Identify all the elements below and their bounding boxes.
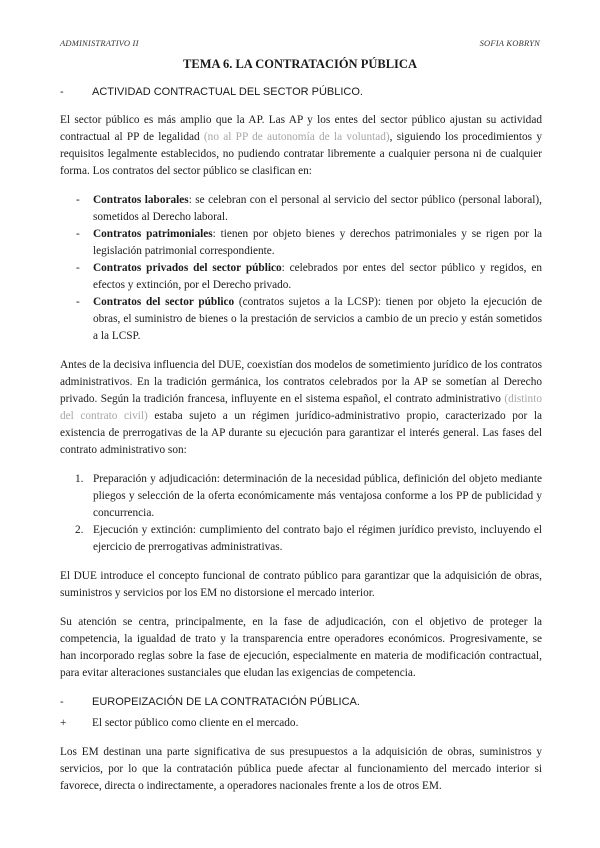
section-heading-text: ACTIVIDAD CONTRACTUAL DEL SECTOR PÚBLICO. [92, 86, 363, 98]
list-item [60, 260, 542, 294]
paragraph-modelos [60, 357, 542, 459]
page-title: TEMA 6. LA CONTRATACIÓN PÚBLICA [183, 57, 417, 71]
paragraph-presupuestos: Los EM destinan una parte significativa de sus presupuestos a la adquisición de obras, suministros y servicios, por lo que la contratación pública puede afectar al funcionamiento del mercado interior si favorece, directa o indirectamente, a operadores nacionales frente a los de otros EM. [60, 746, 542, 792]
contract-types-list [60, 192, 542, 345]
section-heading-europeizacion [60, 694, 542, 711]
paragraph-text: , siguiendo los procedimientos y requisitos legalmente establecidos, no pudiendo contratar libremente a cualquier persona ni de cualquier forma. Los contratos del sector público se clasifican en: [60, 131, 543, 177]
paragraph-due-concepto: El DUE introduce el concepto funcional de contrato público para garantizar que la adquisición de obras, suministros y servicios por los EM no distorsione el mercado interior. [60, 570, 542, 599]
dash-bullet: - [60, 696, 64, 708]
paragraph-adjudicacion: Su atención se centra, principalmente, en la fase de adjudicación, con el objetivo de proteger la competencia, la igualdad de trato y la transparencia entre operadores económicos. Progresivamente, se han incorporado reglas sobre la fase de ejecución, especialmente en materia de modificación contractual, para evitar alteraciones sustanciales que eludan las exigencias de competencia. [60, 616, 542, 679]
number-marker: 2. [75, 524, 84, 536]
term: Contratos privados del sector público [93, 262, 282, 274]
document-body [60, 84, 542, 807]
term-description: : se celebran con el personal al servicio del sector público (personal laboral), sometidos al Derecho laboral. [93, 194, 542, 223]
header-author: SOFIA KOBRYN [479, 38, 540, 48]
list-item [60, 471, 542, 522]
plus-bullet: + [60, 717, 67, 729]
dash-bullet: - [76, 194, 80, 206]
term-description: : celebrados por entes del sector público y regidos, en efectos y extinción, por el Derecho privado. [93, 262, 543, 291]
phases-list [60, 471, 542, 556]
list-item [60, 192, 542, 226]
list-item [60, 226, 542, 260]
term: Contratos laborales [93, 194, 189, 206]
subsection-heading-text: El sector público como cliente en el mercado. [92, 717, 299, 729]
section-heading-actividad-contractual [60, 84, 542, 101]
term-description: : tienen por objeto bienes y derechos patrimoniales y se rigen por la legislación patrimonial correspondiente. [93, 228, 542, 257]
gray-aside: (no al PP de autonomía de la voluntad) [203, 131, 390, 143]
phase-text: Preparación y adjudicación: determinación de la necesidad pública, definición del objeto mediante pliegos y selección de la oferta económicamente más ventajosa conforme a los PP de publicidad y concurrencia. [93, 473, 542, 519]
paragraph-sector-publico [60, 112, 542, 180]
subsection-heading-cliente [60, 715, 542, 732]
term: Contratos del sector público [93, 296, 235, 308]
paragraph-text: Antes de la decisiva influencia del DUE, coexistían dos modelos de sometimiento jurídico de los contratos administrativos. En la tradición germánica, los contratos celebrados por la AP se sometían al Derecho privado. Según la tradición francesa, influyente en el sistema español, el contrato administrativo [60, 359, 542, 405]
dash-bullet: - [60, 86, 64, 98]
list-item [60, 294, 542, 345]
section-heading-text: EUROPEIZACIÓN DE LA CONTRATACIÓN PÚBLICA. [92, 696, 360, 708]
list-item [60, 522, 542, 556]
dash-bullet: - [76, 262, 80, 274]
paragraph-text: estaba sujeto a un régimen jurídico-administrativo propio, caracterizado por la existencia de prerrogativas de la AP durante su ejecución para garantizar el interés general. Las fases del contrato administrativo son: [60, 410, 542, 456]
gray-aside: (distinto del contrato civil) [60, 393, 542, 422]
term: Contratos patrimoniales [93, 228, 213, 240]
term-description: (contratos sujetos a la LCSP): tienen por objeto la ejecución de obras, el suministro de bienes o la prestación de servicios a cambio de un precio y están sometidos a la LCSP. [93, 296, 542, 342]
dash-bullet: - [76, 296, 80, 308]
phase-text: Ejecución y extinción: cumplimiento del contrato bajo el régimen jurídico previsto, incluyendo el ejercicio de prerrogativas administrativas. [93, 524, 542, 553]
dash-bullet: - [76, 228, 80, 240]
header-course: ADMINISTRATIVO II [60, 38, 139, 48]
paragraph-text: El sector público es más amplio que la AP. Las AP y los entes del sector público ajustan su actividad contractual al PP de legalidad [60, 114, 542, 143]
number-marker: 1. [75, 473, 84, 485]
